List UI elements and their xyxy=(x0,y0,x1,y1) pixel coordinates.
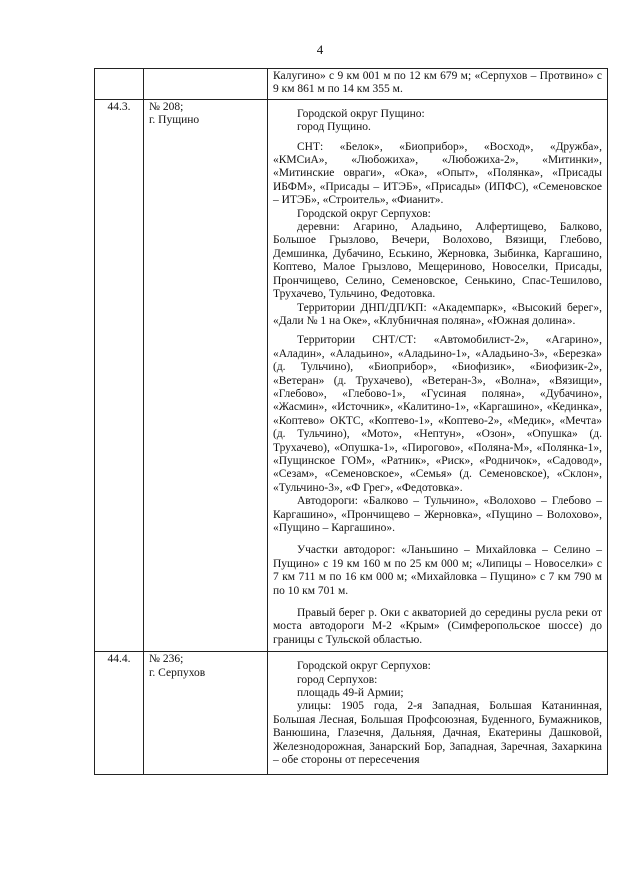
paragraph: Правый берег р. Оки с акваторией до середины русла реки от моста автодороги М-2 «Крым» (Симферопольское шоссе) до границы с Тульской областью. xyxy=(273,607,602,646)
paragraph: Территории ДНП/ДП/КП: «Академпарк», «Высокий берег», «Дали № 1 на Оке», «Клубничная поляна», «Южная долина». xyxy=(273,301,602,327)
row-number: 44.3. xyxy=(95,99,144,651)
table-row-44-3 xyxy=(95,99,608,651)
cell-number-empty xyxy=(95,69,144,100)
paragraph: Участки автодорог: «Ланьшино – Михайловка – Селино – Пущино» с 19 км 160 м по 25 км 000 м; «Липицы – Новоселки» с 7 км 711 м по 16 км 000 м; «Михайловка – Пущино» с 7 км 790 м по 10 км 701 м. xyxy=(273,544,602,597)
page-number: 4 xyxy=(316,42,324,57)
district-number: № 208; xyxy=(149,100,184,113)
cell-description xyxy=(268,69,608,100)
paragraph: Городской округ Пущино: xyxy=(297,107,425,120)
table-row-continuation xyxy=(95,69,608,100)
paragraph: деревни: Агарино, Аладьино, Алфертищево, Балково, Большое Грызлово, Вечери, Волохово, Вязищи, Глебово, Демшинка, Дубачино, Еськино, Жерновка, Зыбинка, Каргашино, Коптево, Малое Грызлово, Мещериново, Новоселки, Присады, Прончищево, Селино, Семеновское, Сенькино, Спас-Тешилово, Трухачево, Тульчино, Федотовка. xyxy=(273,221,602,301)
paragraph: площадь 49-й Армии; xyxy=(297,687,404,700)
paragraph: СНТ: «Белок», «Биоприбор», «Восход», «Дружба», «КМСиА», «Любожиха», «Любожиха-2», «Митинки», «Митинские овраги», «Ока», «Опыт», «Полянка», «Присады ИБФМ», «Присады – ИТЭБ», «Присады» (ИПФС), «Семеновское – ИТЭБ», «Строитель», «Фианит». xyxy=(273,140,602,207)
district-cell xyxy=(144,99,268,651)
cell-district-empty xyxy=(144,69,268,100)
description-cell xyxy=(268,652,608,775)
paragraph: Автодороги: «Балково – Тульчино», «Волохово – Глебово – Каргашино», «Прончищево – Жерновка», «Пущино – Волохово», «Пущино – Каргашино». xyxy=(273,495,602,534)
districts-table xyxy=(94,68,608,775)
paragraph: город Серпухов: xyxy=(297,673,378,686)
continuation-text: Калугино» с 9 км 001 м по 12 км 679 м; «Серпухов – Протвино» с 9 км 861 м по 14 км 355 м. xyxy=(273,70,602,96)
district-number: № 236; xyxy=(149,653,184,666)
paragraph: Городской округ Серпухов: xyxy=(297,207,431,220)
description-cell xyxy=(268,99,608,651)
paragraph: Территории СНТ/СТ: «Автомобилист-2», «Агарино», «Аладин», «Аладьино», «Аладьино-1», «Аладьино-3», «Березка» (д. Тульчино), «Биоприбор», «Биофизик», «Биофизик-2», «Ветеран» (д. Трухачево), «Ветеран-3», «Волна», «Вязищи», «Глебово», «Глебово-1», «Гусиная поляна», «Дубачино», «Жасмин», «Источник», «Калитино-1», «Каргашино», «Кединка», «Коптево» ОКТС, «Коптево-1», «Коптево-2», «Медик», «Мечта» (д. Тульчино), «Мото», «Нептун», «Озон», «Опушка» (д. Трухачево), «Опушка-1», «Пирогово», «Поляна-М», «Полянка-1», «Пущинское ГОМ», «Ратник», «Риск», «Родничок», «Садовод», «Сезам», «Семеновское», «Семья» (д. Семеновское), «Склон», «Тульчино-3», «Ф Грег», «Федотовка». xyxy=(273,334,602,494)
row-number: 44.4. xyxy=(95,652,144,775)
district-cell xyxy=(144,652,268,775)
paragraph: город Пущино. xyxy=(297,121,371,134)
table-row-44-4 xyxy=(95,652,608,775)
paragraph: Городской округ Серпухов: xyxy=(297,660,431,673)
district-city: г. Серпухов xyxy=(149,666,206,679)
district-city: г. Пущино xyxy=(149,114,200,127)
paragraph: улицы: 1905 года, 2-я Западная, Большая Катанинная, Большая Лесная, Большая Профсоюзная, Буденного, Бумажников, Ванюшина, Глазечня, Дальняя, Дачная, Екатерины Дашковой, Железнодорожная, Занарский Бор, Западная, Заречная, Захаркина – обе стороны от пересечения xyxy=(273,700,602,767)
